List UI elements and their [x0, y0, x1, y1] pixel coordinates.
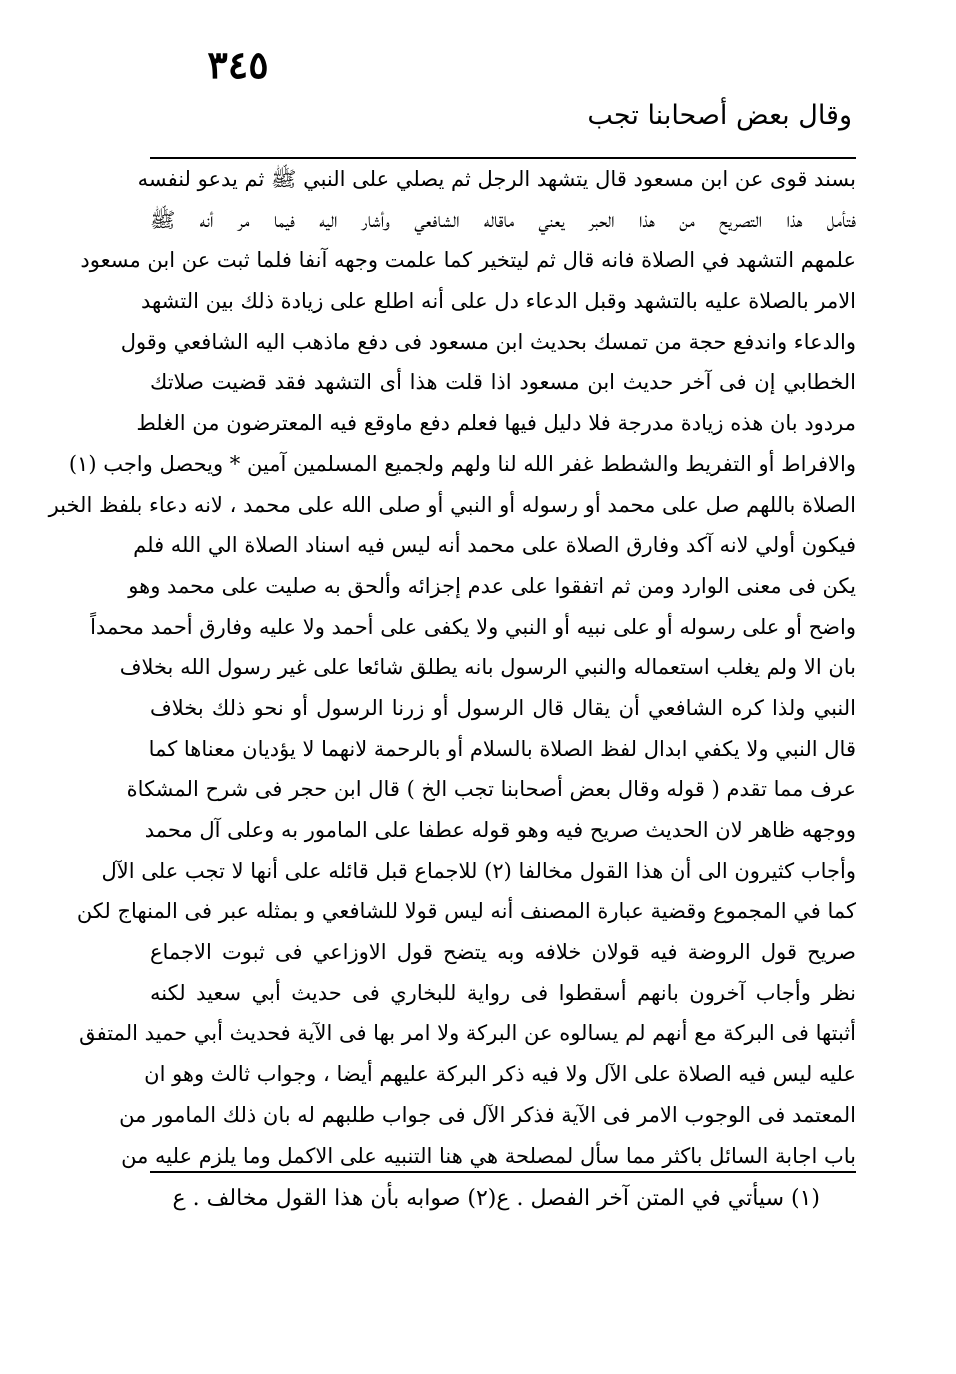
footnotes — [172, 1186, 820, 1211]
text-line: وأجاب كثيرون الى أن هذا القول مخالفا (٢) للاجماع قبل قائله على أنها لا تجب على الآل — [101, 858, 856, 883]
text-line: أثبتها فى البركة مع أنهم لم يسالوه عن البركة ولا امر بها فى الآية فحديث أبي حميد المتفق — [79, 1021, 856, 1046]
text-line: عرف مما تقدم ( قوله وقال بعض أصحابنا تجب الخ ) قال ابن حجر فى شرح المشكاة — [126, 777, 856, 802]
text-line: باب اجابة السائل باكثر مما سأل لمصلحة هي هنا التنبيه على الاكمل وما يلزم عليه من — [121, 1143, 856, 1168]
footnote-2: (٢) صوابه بأن هذا القول مخالف . ع — [172, 1186, 497, 1211]
text-line: كما في المجموع وقضية عبارة المصنف أنه ليس قولا للشافعي و بمثله عبر فى المنهاج لكن — [76, 899, 856, 924]
text-line: المعتمد فى الوجوب الامر فى الآية فذكر الآل فى جواب طلبهم له بان ذلك المامور من — [119, 1102, 856, 1127]
page-number: ٣٤٥ — [207, 42, 269, 87]
footnote-rule — [150, 1171, 856, 1173]
text-line: فتأمل هذا التصريح من هذا الحبر يعني ماقاله الشافعي وأشار اليه فيما مر أنه ﷺ — [150, 207, 856, 232]
text-line: يكن فى معنى الوارد ومن ثم اتفقوا على عدم إجزائه وألحق به صليت على محمد وهو — [128, 573, 856, 598]
text-line: فيكون أولي لانه آكد وفارق الصلاة على محمد أنه ليس فيه اسناد الصلاة الي الله فلم — [133, 533, 856, 558]
text-line: عليه ليس فيه الصلاة على الآل ولا فيه ذكر البركة عليهم أيضا ، وجواب ثالث وهو ان — [144, 1062, 856, 1087]
text-line: والافراط أو التفريط والشطط غفر الله لنا ولهم ولجميع المسلمين آمين * ويحصل واجب (١) — [68, 451, 856, 476]
text-line: قال النبي ولا يكفي ابدال لفظ الصلاة بالسلام أو بالرحمة لانهما لا يؤديان معناها كما — [148, 736, 856, 761]
text-line: الامر بالصلاة عليه بالتشهد وقبل الدعاء دل على أنه اطلع على زيادة ذلك بين التشهد — [140, 289, 856, 314]
text-line: والدعاء واندفع حجة من تمسك بحديث ابن مسعود فى دفع ماذهب اليه الشافعي وقول — [120, 329, 856, 354]
text-line: نظر وأجاب آخرون بانهم أسقطوا فى رواية للبخاري فى حديث أبي سعيد لكنه — [150, 980, 856, 1005]
body-text — [48, 159, 856, 1176]
running-header: وقال بعض أصحابنا تجب — [587, 100, 852, 131]
text-line: مردود بان هذه زيادة مدرجة فلا دليل فيها فعلم دفع ماوقع فيه المعترضون من الغلط — [136, 411, 856, 436]
text-line: علمهم التشهد في الصلاة فانه قال ثم ليتخير كما علمت وجهه آنفا فلما ثبت عن ابن مسعود — [80, 248, 856, 273]
text-line: الصلاة باللهم صل على محمد أو رسوله أو النبي أو صلى الله على محمد ، لانه دعاء بلفظ الخبر — [48, 492, 856, 517]
text-line: بسند قوى عن ابن مسعود قال يتشهد الرجل ثم يصلي على النبي ﷺ ثم يدعو لنفسه — [137, 167, 856, 191]
footnote-1: (١) سيأتي في المتن آخر الفصل . ع — [496, 1186, 820, 1211]
text-line: صريح قول الروضة فيه قولان خلافه وبه يتضح قول الاوزاعي فى ثبوت الاجماع — [150, 940, 856, 965]
text-line: النبي ولذا كره الشافعي أن يقال قال الرسول أو زرنا الرسول أو نحو ذلك بخلاف — [150, 695, 856, 720]
text-line: ووجهه ظاهر لان الحديث صريح فيه وهو قوله عطفا على المامور به وعلى آل محمد — [144, 818, 856, 842]
text-line: الخطابي إن فى آخر حديث ابن مسعود اذا قلت هذا أى التشهد فقد قضيت صلاتك — [150, 370, 856, 395]
text-line: واضح أو على رسوله أو على نبيه أو النبي ولا يكفى على أحمد ولا عليه وفارق أحمد محمداً — [90, 614, 856, 639]
text-line: بان الا ولم يغلب استعماله والنبي الرسول بانه يطلق شائعا على غير رسول الله بخلاف — [119, 655, 856, 680]
